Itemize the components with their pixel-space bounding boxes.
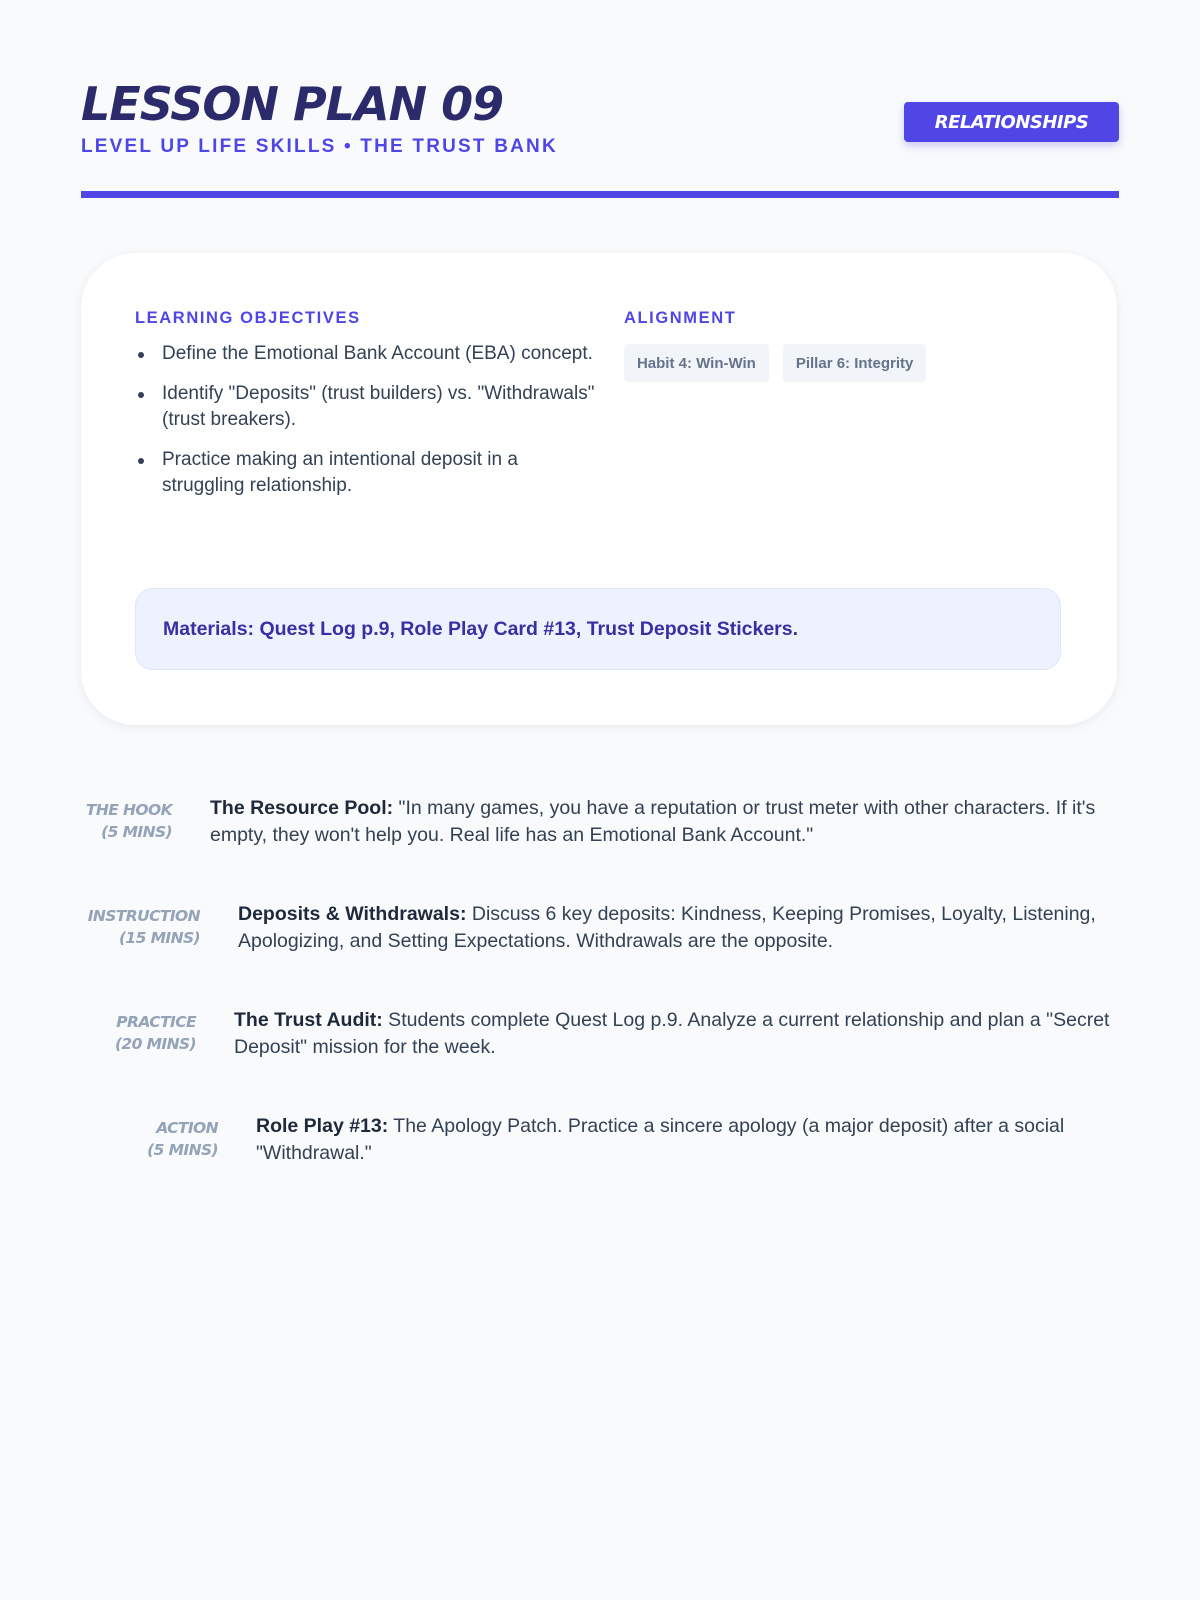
step-time <box>81 901 200 949</box>
step-text: The Apology Patch. Practice a sincere apology (a major deposit) after a social "Withdrawal." <box>256 1115 1065 1164</box>
bullet-icon <box>138 458 144 464</box>
bullet-icon <box>138 352 144 358</box>
page-header <box>81 0 1119 198</box>
schedule-step-practice <box>81 1007 1119 1060</box>
schedule-step-hook <box>81 795 1119 848</box>
alignment-tag: Habit 4: Win-Win <box>624 344 769 382</box>
objectives-list <box>135 341 624 500</box>
page-subtitle: LEVEL UP LIFE SKILLS • THE TRUST BANK <box>81 136 558 157</box>
step-label: INSTRUCTION <box>87 907 200 925</box>
category-badge: RELATIONSHIPS <box>904 102 1119 142</box>
objective-text: Practice making an intentional deposit in a struggling relationship. <box>162 448 518 496</box>
step-body <box>256 1113 1076 1166</box>
step-time <box>81 795 172 843</box>
overview-card <box>81 253 1117 725</box>
step-duration: (15 MINS) <box>118 929 200 947</box>
learning-objectives-section <box>135 309 624 513</box>
objective-text: Identify "Deposits" (trust builders) vs. "Withdrawals" (trust breakers). <box>162 382 595 430</box>
learning-objectives-heading: LEARNING OBJECTIVES <box>135 309 361 327</box>
alignment-tags <box>624 344 1063 382</box>
step-text: Students complete Quest Log p.9. Analyze a current relationship and plan a "Secret Deposit" mission for the week. <box>234 1009 1110 1058</box>
step-body <box>210 795 1119 848</box>
step-label: ACTION <box>156 1119 218 1137</box>
step-text: "In many games, you have a reputation or trust meter with other characters. If it's empty, they won't help you. Real life has an Emotional Bank Account." <box>210 797 1096 846</box>
step-lead: The Resource Pool: <box>210 797 394 819</box>
step-text: Discuss 6 key deposits: Kindness, Keeping Promises, Loyalty, Listening, Apologizing, and Setting Expectations. Withdrawals are the opposite. <box>238 903 1096 952</box>
schedule-step-instruction <box>81 901 1119 954</box>
step-lead: Deposits & Withdrawals: <box>238 903 467 925</box>
bullet-icon <box>138 392 144 398</box>
page-title: LESSON PLAN 09 <box>81 77 504 131</box>
step-duration: (20 MINS) <box>114 1035 196 1053</box>
step-body <box>238 901 1098 954</box>
step-label: PRACTICE <box>116 1013 196 1031</box>
step-body <box>234 1007 1114 1060</box>
objective-text: Define the Emotional Bank Account (EBA) concept. <box>162 343 593 364</box>
objective-item <box>135 447 605 500</box>
alignment-tag: Pillar 6: Integrity <box>783 344 927 382</box>
alignment-section <box>624 309 1063 513</box>
materials-box: Materials: Quest Log p.9, Role Play Card #13, Trust Deposit Stickers. <box>135 588 1061 670</box>
step-label: THE HOOK <box>85 801 172 819</box>
step-duration: (5 MINS) <box>101 823 172 841</box>
alignment-heading: ALIGNMENT <box>623 309 737 327</box>
lesson-schedule <box>81 795 1119 1166</box>
step-duration: (5 MINS) <box>147 1141 218 1159</box>
objective-item <box>135 341 605 368</box>
objective-item <box>135 381 605 434</box>
step-time <box>81 1007 196 1055</box>
schedule-step-action <box>81 1113 1119 1166</box>
step-lead: Role Play #13: <box>256 1115 389 1137</box>
step-lead: The Trust Audit: <box>234 1009 383 1031</box>
step-time <box>81 1113 218 1161</box>
